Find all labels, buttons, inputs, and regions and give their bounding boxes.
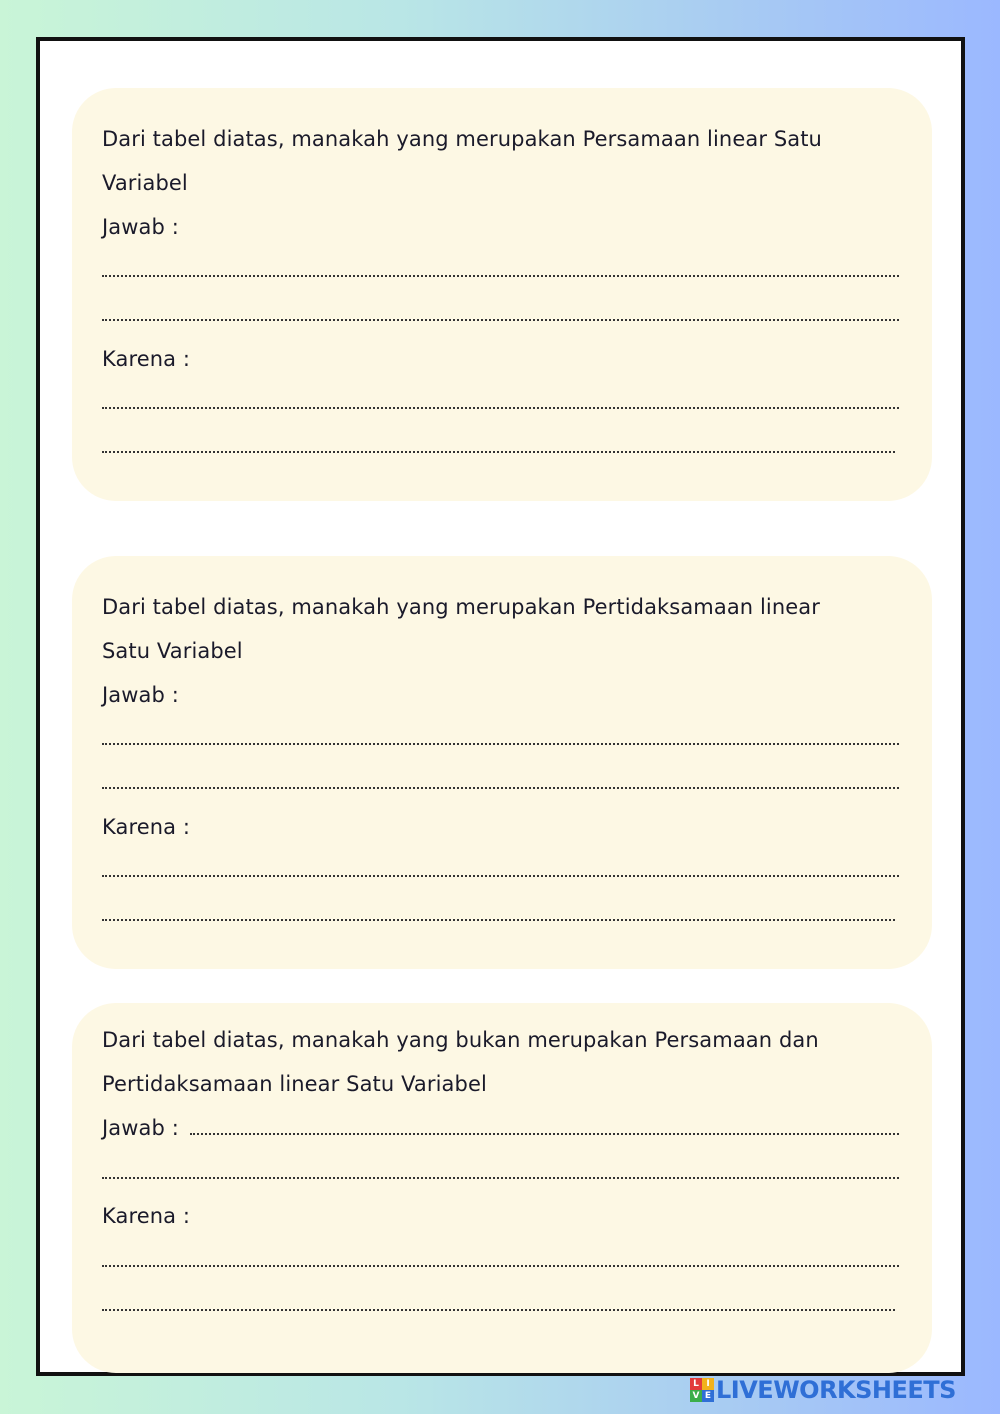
reason-label: Karena : xyxy=(102,347,191,371)
reason-line-1[interactable] xyxy=(102,875,899,877)
reason-line-1[interactable] xyxy=(102,1265,899,1267)
question-text-line-2: Satu Variabel xyxy=(102,639,243,663)
question-text-line-1: Dari tabel diatas, manakah yang bukan merupakan Persamaan dan xyxy=(102,1028,819,1052)
question-text-line-1: Dari tabel diatas, manakah yang merupakan Pertidaksamaan linear xyxy=(102,595,820,619)
answer-label: Jawab : xyxy=(102,683,179,707)
answer-line-2[interactable] xyxy=(102,319,899,321)
reason-line-2[interactable] xyxy=(102,451,895,453)
answer-line-2[interactable] xyxy=(102,1177,899,1179)
question-card-3 xyxy=(72,1003,932,1373)
reason-label: Karena : xyxy=(102,1204,191,1228)
worksheet-page xyxy=(36,37,965,1376)
question-card-1 xyxy=(72,88,932,501)
answer-line-1[interactable] xyxy=(190,1133,899,1135)
liveworksheets-logo-icon xyxy=(690,1378,714,1402)
answer-line-1[interactable] xyxy=(102,743,899,745)
reason-label: Karena : xyxy=(102,815,191,839)
question-text-line-2: Variabel xyxy=(102,171,188,195)
answer-line-2[interactable] xyxy=(102,787,899,789)
brand-name: LIVEWORKSHEETS xyxy=(716,1376,956,1404)
answer-label: Jawab : xyxy=(102,215,179,239)
reason-line-2[interactable] xyxy=(102,919,895,921)
question-card-2 xyxy=(72,556,932,969)
liveworksheets-brand[interactable] xyxy=(690,1375,956,1405)
logo-letter: L xyxy=(690,1378,702,1390)
question-text-line-1: Dari tabel diatas, manakah yang merupakan Persamaan linear Satu xyxy=(102,127,822,151)
question-text-line-2: Pertidaksamaan linear Satu Variabel xyxy=(102,1072,487,1096)
logo-letter: V xyxy=(690,1390,702,1402)
answer-line-1[interactable] xyxy=(102,275,899,277)
reason-line-1[interactable] xyxy=(102,407,899,409)
reason-line-2[interactable] xyxy=(102,1309,895,1311)
logo-letter: E xyxy=(702,1390,714,1402)
logo-letter: I xyxy=(702,1378,714,1390)
answer-label: Jawab : xyxy=(102,1116,179,1140)
